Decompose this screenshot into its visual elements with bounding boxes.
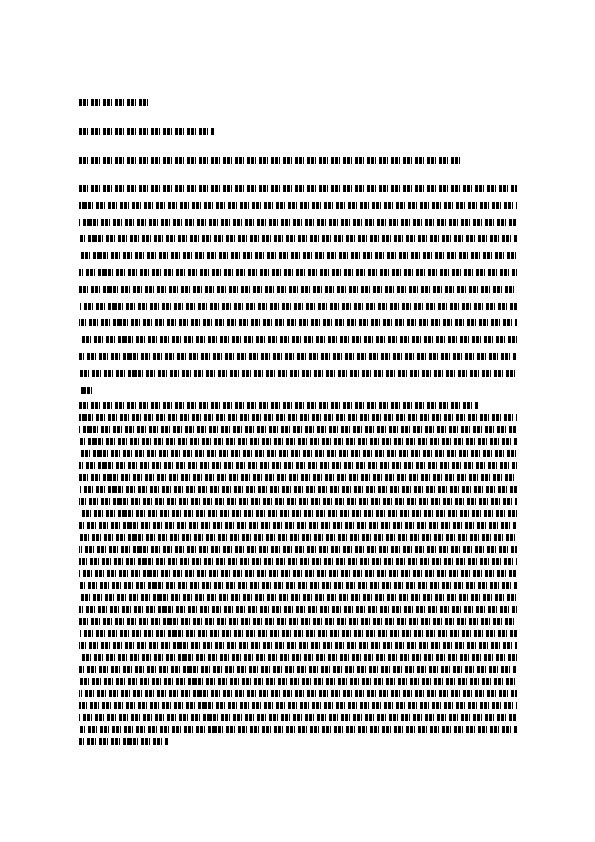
paragraph-line <box>79 674 519 686</box>
paragraph-line <box>79 686 519 698</box>
paragraph-line <box>79 470 519 482</box>
paragraph-line <box>79 578 519 590</box>
paragraph-line <box>79 181 519 198</box>
paragraph-line <box>79 410 519 422</box>
paragraph-line <box>79 734 519 746</box>
document-heading <box>79 151 519 170</box>
header-line-2 <box>79 122 519 141</box>
paragraph-line <box>79 566 519 578</box>
paragraph-line <box>79 398 519 410</box>
paragraph-line <box>79 366 519 383</box>
paragraph-line <box>79 506 519 518</box>
paragraph-line <box>79 434 519 446</box>
paragraph-line <box>79 315 519 332</box>
document-subheader <box>79 122 519 141</box>
paragraph-2 <box>79 398 519 746</box>
paragraph-line <box>79 650 519 662</box>
paragraph-line <box>79 198 519 215</box>
paragraph-line <box>79 710 519 722</box>
paragraph-line <box>79 518 519 530</box>
paragraph-1 <box>79 181 519 399</box>
paragraph-line <box>79 698 519 710</box>
paragraph-line <box>79 542 519 554</box>
paragraph-line <box>79 626 519 638</box>
heading-line <box>79 151 519 170</box>
paragraph-line <box>79 590 519 602</box>
paragraph-line <box>79 458 519 470</box>
paragraph-line <box>79 602 519 614</box>
paragraph-line <box>79 231 519 248</box>
paragraph-line <box>79 299 519 316</box>
paragraph-line <box>79 332 519 349</box>
paragraph-line <box>79 446 519 458</box>
paragraph-line <box>79 614 519 626</box>
document-body <box>79 93 519 112</box>
paragraph-line <box>79 638 519 650</box>
paragraph-line <box>79 662 519 674</box>
paragraph-line <box>79 248 519 265</box>
paragraph-line <box>79 494 519 506</box>
paragraph-line <box>79 282 519 299</box>
paragraph-line <box>79 722 519 734</box>
paragraph-line <box>79 383 519 400</box>
paragraph-line <box>79 265 519 282</box>
paragraph-line <box>79 422 519 434</box>
paragraph-line <box>79 349 519 366</box>
header-line-1 <box>79 93 519 112</box>
paragraph-line <box>79 215 519 232</box>
paragraph-line <box>79 530 519 542</box>
paragraph-line <box>79 554 519 566</box>
paragraph-line <box>79 482 519 494</box>
